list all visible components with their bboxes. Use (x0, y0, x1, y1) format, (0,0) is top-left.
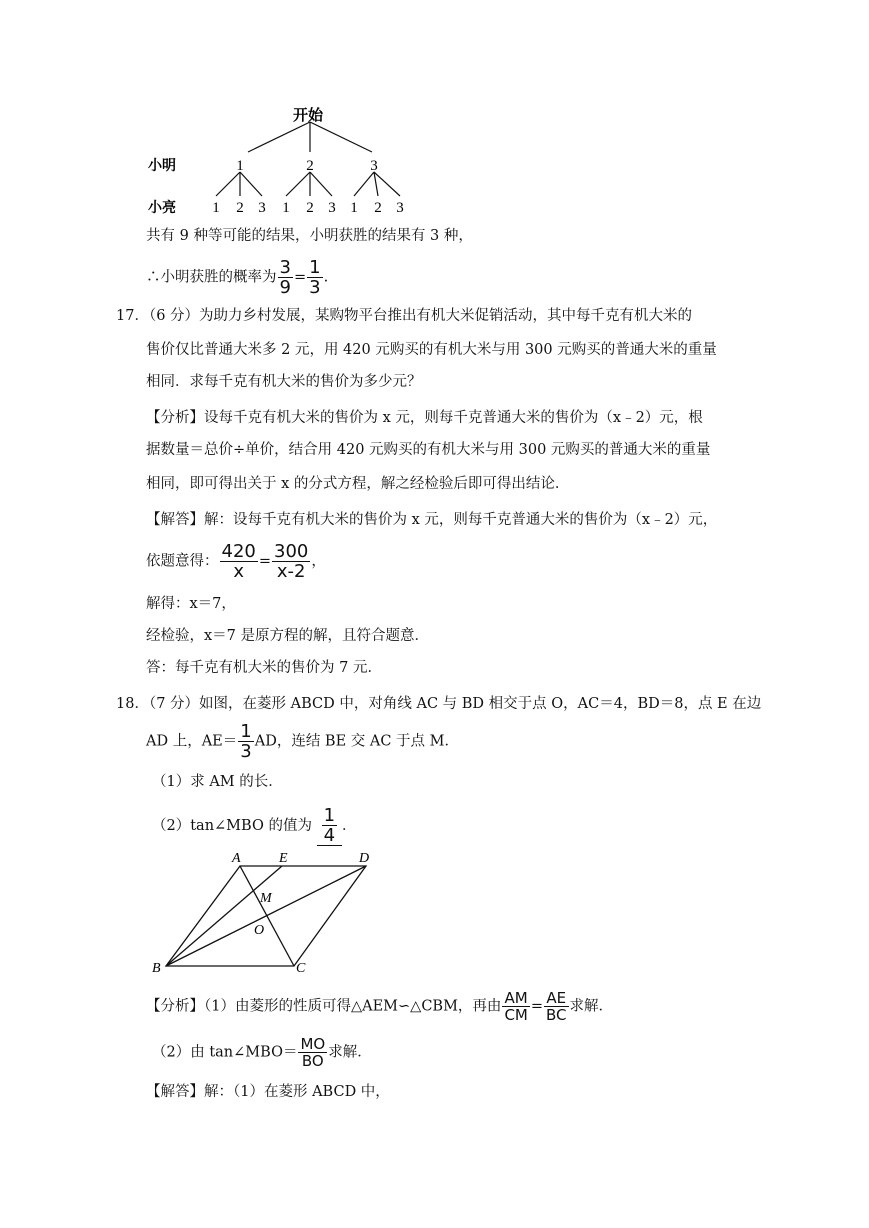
fraction-numerator: AE (544, 990, 569, 1007)
fraction-numerator: 300 (274, 541, 309, 562)
tree-leaf: 1 (350, 200, 358, 216)
tree-leaf: 3 (328, 200, 336, 216)
q17-line-2: 售价仅比普通大米多 2 元，用 420 元购买的有机大米与用 300 元购买的普通大米的重量 (146, 342, 717, 358)
equals-sign: = (293, 269, 307, 286)
tree-leaf: 2 (236, 200, 244, 216)
q18-analysis-2 (152, 1036, 372, 1069)
tree-leaf: 1 (212, 200, 220, 216)
fraction-numerator: 1 (240, 721, 252, 742)
q17-analysis-2: 据数量＝总价÷单价，结合用 420 元购买的有机大米与用 300 元购买的普通大米的重量 (146, 442, 711, 458)
q16-result-line: 共有 9 种等可能的结果，小明获胜的结果有 3 种， (146, 228, 473, 244)
fraction-300-x-2 (272, 542, 310, 581)
tree-leaf: 2 (306, 200, 314, 216)
q18-analysis-1-prefix: 【分析】（1）由菱形的性质可得△AEM∽△CBM，再由 (146, 998, 502, 1015)
q18-analysis-1-suffix: 求解． (569, 998, 614, 1015)
fraction-numerator: 420 (221, 541, 256, 562)
label-E: E (279, 851, 288, 866)
q16-prob-prefix: ∴小明获胜的概率为 (146, 269, 277, 286)
q17-line-1: 17．（6 分）为助力乡村发展，某购物平台推出有机大米促销活动，其中每千克有机大米的 (116, 308, 693, 324)
q18-line-1: 18．（7 分）如图，在菱形 ABCD 中，对角线 AC 与 BD 相交于点 O，AC＝4，BD＝8，点 E 在边 (116, 696, 762, 712)
fraction-420-x (220, 542, 258, 581)
q16-probability-line (146, 258, 328, 297)
tree-row1-label: 小明 (148, 158, 176, 174)
fraction-numerator: 1 (309, 257, 321, 278)
q18-analysis-1 (146, 990, 613, 1023)
rhombus-figure (148, 846, 388, 978)
fraction-am-cm (502, 990, 529, 1023)
fraction-denominator: BC (546, 1006, 567, 1024)
q18-solution-1: 【解答】解：（1）在菱形 ABCD 中， (146, 1084, 390, 1100)
tree-leaf: 1 (282, 200, 290, 216)
tree-root: 开始 (292, 106, 324, 124)
label-M: M (260, 891, 272, 906)
q18-line-2 (146, 722, 459, 761)
fraction-denominator: 3 (240, 741, 252, 762)
q17-analysis-1: 【分析】设每千克有机大米的售价为 x 元，则每千克普通大米的售价为（x﹣2）元，根 (146, 410, 703, 426)
q17-equation-line (146, 542, 326, 581)
equals-sign: = (258, 553, 272, 570)
fraction-numerator: MO (300, 1035, 326, 1053)
period: . (323, 269, 329, 286)
q17-line-3: 相同．求每千克有机大米的售价为多少元？ (146, 374, 422, 390)
label-B: B (152, 961, 161, 976)
tree-leaf: 3 (258, 200, 266, 216)
period: ． (342, 818, 357, 834)
fraction-1-4 (322, 806, 337, 845)
q18-analysis-2-suffix: 求解． (328, 1044, 372, 1061)
tree-leaf: 2 (374, 200, 382, 216)
fraction-1-3 (307, 258, 322, 297)
eq-prefix: 依题意得： (146, 553, 219, 570)
fraction-ae-bc (544, 990, 569, 1023)
tree-level1-node: 2 (306, 158, 314, 174)
fraction-denominator: 4 (323, 825, 336, 846)
answer-blank (317, 806, 342, 846)
label-D: D (359, 851, 370, 866)
tree-level1-node: 1 (236, 158, 244, 174)
equals-sign: = (530, 998, 544, 1015)
label-C: C (296, 961, 306, 976)
fraction-3-9 (278, 258, 293, 297)
tree-row2-label: 小亮 (148, 200, 176, 216)
q18-analysis-2-prefix: （2）由 tan∠MBO＝ (152, 1044, 298, 1061)
fraction-numerator: 1 (323, 805, 336, 826)
fraction-numerator: AM (502, 990, 529, 1007)
tree-level1-node: 3 (370, 158, 378, 174)
label-O: O (254, 923, 265, 938)
fraction-numerator: 3 (279, 257, 291, 278)
fraction-denominator: CM (504, 1006, 528, 1024)
q17-solution-1: 【解答】解：设每千克有机大米的售价为 x 元，则每千克普通大米的售价为（x﹣2）元， (146, 512, 718, 528)
q17-analysis-3: 相同，即可得出关于 x 的分式方程，解之经检验后即可得出结论． (146, 476, 570, 492)
comma: ， (311, 553, 326, 570)
q17-answer: 答：每千克有机大米的售价为 7 元． (146, 660, 382, 676)
q18-line-2-suffix: AD，连结 BE 交 AC 于点 M． (254, 733, 460, 750)
q17-solve: 解得：x＝7， (146, 596, 236, 612)
fraction-mo-bo (298, 1036, 327, 1069)
label-A: A (232, 851, 241, 866)
fraction-denominator: 3 (309, 277, 321, 298)
fraction-denominator: x (233, 561, 244, 582)
fraction-denominator: BO (301, 1052, 324, 1070)
q18-sub-2-prefix: （2）tan∠MBO 的值为 (152, 818, 312, 834)
fraction-denominator: x-2 (276, 561, 306, 582)
fraction-denominator: 9 (279, 277, 291, 298)
q18-sub-1: （1）求 AM 的长． (152, 774, 283, 790)
probability-tree-diagram (140, 100, 440, 220)
fraction-1-3 (238, 722, 253, 761)
q17-check: 经检验，x＝7 是原方程的解，且符合题意． (146, 628, 430, 644)
q18-line-2-prefix: AD 上，AE＝ (146, 733, 238, 750)
q18-sub-2 (152, 806, 357, 846)
tree-leaf: 3 (396, 200, 404, 216)
